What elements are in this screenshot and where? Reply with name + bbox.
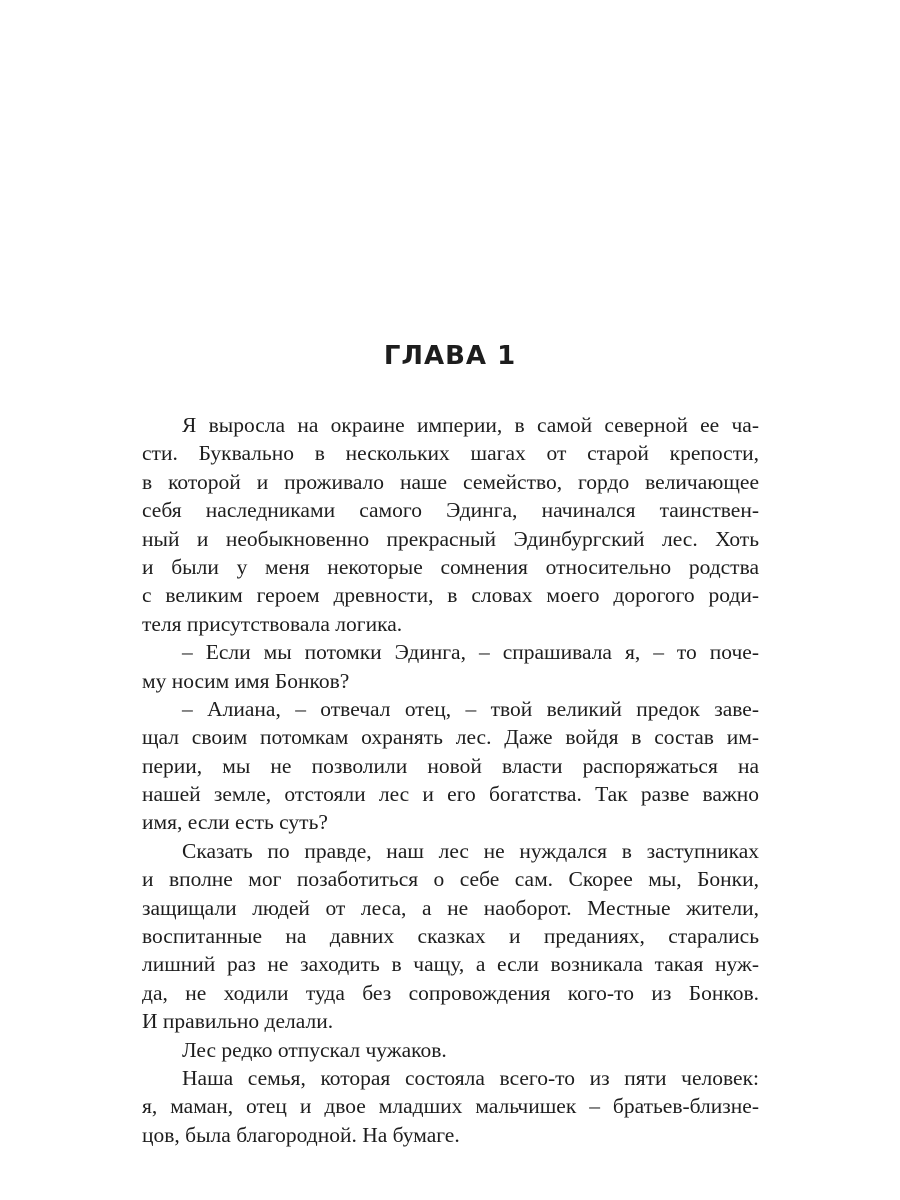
chapter-title: ГЛАВА 1 xyxy=(383,341,517,371)
text-line: му носим имя Бонков? xyxy=(142,668,350,693)
body-text xyxy=(142,411,759,1149)
text-line: с великим героем древности, в словах моего дорогого роди- xyxy=(142,583,759,608)
text-line: воспитанные на давних сказках и преданиях, старались xyxy=(142,924,759,949)
text-line: имя, если есть суть? xyxy=(142,810,328,835)
text-line: перии, мы не позволили новой власти распоряжаться на xyxy=(142,753,759,778)
text-line: сти. Буквально в нескольких шагах от старой крепости, xyxy=(142,441,759,466)
text-line: цов, была благородной. На бумаге. xyxy=(142,1122,460,1147)
text-line: и были у меня некоторые сомнения относительно родства xyxy=(142,554,759,579)
text-line: Лес редко отпускал чужаков. xyxy=(182,1037,447,1062)
text-line: и вполне мог позаботиться о себе сам. Скорее мы, Бонки, xyxy=(142,867,759,892)
text-line: лишний раз не заходить в чащу, а если возникала такая нуж- xyxy=(142,952,759,977)
text-line: И правильно делали. xyxy=(142,1009,334,1034)
text-line: Сказать по правде, наш лес не нуждался в заступниках xyxy=(182,838,759,863)
text-line: – Алиана, – отвечал отец, – твой великий предок заве- xyxy=(182,696,759,721)
text-line: да, не ходили туда без сопровождения кого-то из Бонков. xyxy=(142,980,759,1005)
text-line: я, маман, отец и двое младших мальчишек – братьев-близне- xyxy=(142,1094,759,1119)
text-line: теля присутствовала логика. xyxy=(142,611,403,636)
text-line: нашей земле, отстояли лес и его богатства. Так разве важно xyxy=(142,782,759,807)
text-line: в которой и проживало наше семейство, гордо величающее xyxy=(142,469,759,494)
text-line: щал своим потомкам охранять лес. Даже войдя в состав им- xyxy=(142,725,759,750)
text-line: защищали людей от леса, а не наоборот. Местные жители, xyxy=(142,895,759,920)
text-line: – Если мы потомки Эдинга, – спрашивала я, – то поче- xyxy=(182,640,759,665)
text-line: Наша семья, которая состояла всего-то из пяти человек: xyxy=(182,1065,759,1090)
text-line: ный и необыкновенно прекрасный Эдинбургский лес. Хоть xyxy=(142,526,759,551)
text-line: Я выросла на окраине империи, в самой северной ее ча- xyxy=(182,413,759,437)
text-line: себя наследниками самого Эдинга, начинался таинствен- xyxy=(142,498,759,523)
